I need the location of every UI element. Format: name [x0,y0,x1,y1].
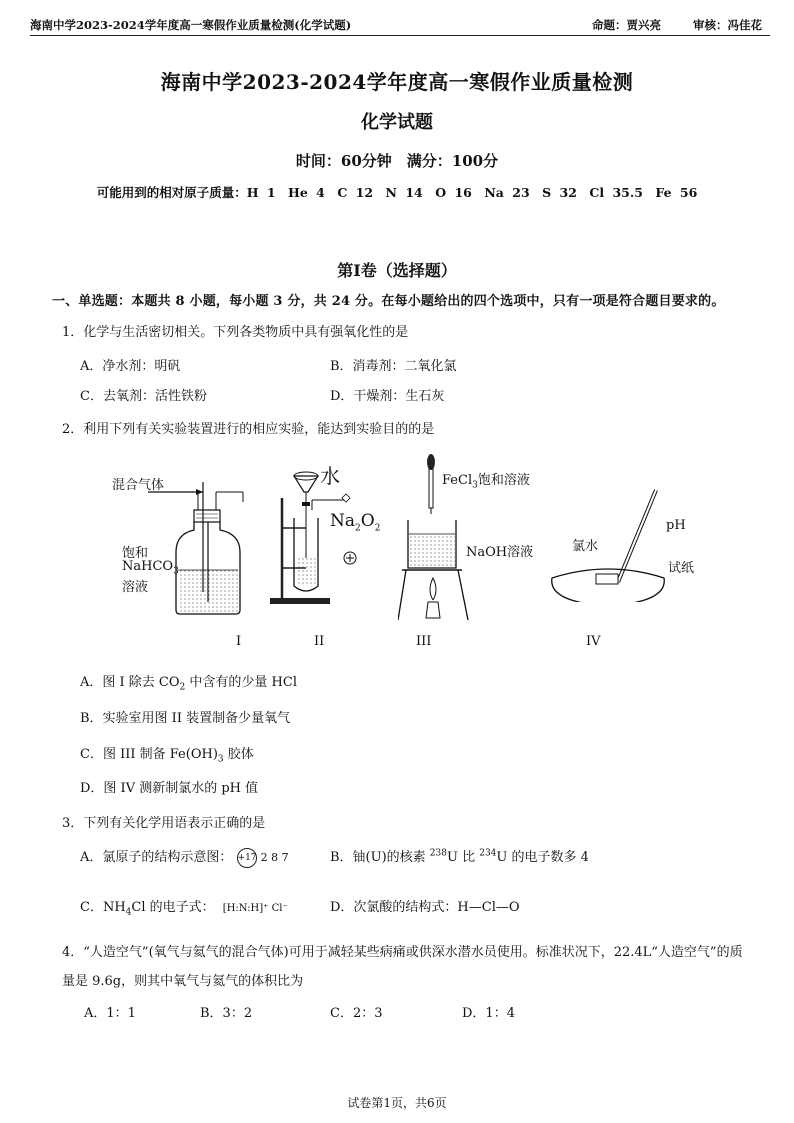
q3-option-a: A．氯原子的结构示意图： +17 2 8 7 [80,846,289,868]
q3-option-d: D．次氯酸的结构式：H—Cl—O [330,900,520,915]
header-setter: 命题：贾兴亮 [591,18,661,32]
fig4-caption: IV [586,634,601,649]
q1-stem: 1．化学与生活密切相关。下列各类物质中具有强氧化性的是 [62,325,409,340]
fig2-water-label: 水 [320,464,340,488]
q3-option-c: C．$NH_4Cl$ 的电子式： [H:N:H]⁺ Cl⁻ [80,900,288,918]
nh4cl-electron-formula: [H:N:H]⁺ Cl⁻ [222,903,288,914]
page-header [30,14,770,36]
fig1-sol-line1: 饱和 [122,546,149,561]
page-footer: 试卷第1页，共6页 [347,1096,447,1110]
header-reviewer: 审核：冯佳花 [693,18,762,32]
fig1-sol-line3: 溶液 [122,580,149,595]
q4-option-c: C．2：3 [330,1006,383,1021]
fig2-caption: II [314,634,325,649]
q1-option-c: C．去氧剂：活性铁粉 [80,389,207,404]
header-exam-title: 海南中学2023-2024学年度高一寒假作业质量检测(化学试题) [30,18,352,32]
q4-option-d: D．1：4 [462,1006,515,1021]
chlorine-nucleus-icon: +17 [237,848,257,868]
q4-stem-line2: 量是 9.6g，则其中氧气与氦气的体积比为 [62,974,304,989]
part1-title: 第I卷（选择题） [337,261,457,280]
fig4-paper-label: 试纸 [668,561,695,576]
fig4-ph-label: pH [666,518,686,533]
q2-stem: 2．利用下列有关实验装置进行的相应实验，能达到实验目的的是 [62,422,435,437]
q1-option-b: B．消毒剂：二氧化氯 [330,359,457,374]
q1-option-a: A．净水剂：明矾 [80,359,181,374]
atomic-mass-info: 可能用到的相对原子质量：H 1 He 4 C 12 N 14 O 16 Na 23 S 32 Cl 35.5 Fe 56 [96,185,698,200]
fig2-reagent-label: $Na_2O_2$ [330,511,381,534]
q2-option-a: A．图 I 除去 $CO_2$ 中含有的少量 HCl [80,675,297,693]
exam-time-score: 时间：60分钟 满分：100分 [295,152,499,170]
exam-subject: 化学试题 [361,112,433,133]
fig3-caption: III [416,634,432,649]
q2-option-c: C．图 III 制备 $Fe(OH)_3$ 胶体 [80,747,254,765]
figure-4-ph-test [548,482,678,602]
fig4-chlorine-water-label: 氯水 [572,539,599,554]
q2-option-d: D．图 IV 测新制氯水的 pH 值 [80,781,259,796]
header-credits [564,17,762,33]
fig1-caption: I [236,634,242,649]
fig3-naoh-label: NaOH溶液 [466,545,534,560]
exam-title: 海南中学2023-2024学年度高一寒假作业质量检测 [160,70,634,94]
q3-option-b: B．铀(U)的核素 $^{238}$U 比 $^{234}$U 的电子数多 4 [330,848,589,865]
q1-option-d: D．干燥剂：生石灰 [330,389,445,404]
fig1-sol-line2: NaHCO$_3$ [122,559,179,577]
fig3-fecl3-label: FeCl$_3$饱和溶液 [442,473,530,491]
q4-stem-line1: 4．“人造空气”(氧气与氦气的混合气体)可用于减轻某些病痛或供深水潜水员使用。标准状况下，22.4L“人造空气”的质 [62,945,743,960]
chlorine-shells: 2 8 7 [260,851,289,864]
q2-option-b: B．实验室用图 II 装置制备少量氧气 [80,711,291,726]
q3-stem: 3．下列有关化学用语表示正确的是 [62,816,266,831]
q4-option-a: A．1：1 [84,1006,136,1021]
fig1-gas-label: 混合气体 [112,478,165,493]
q4-option-b: B．3：2 [200,1006,253,1021]
section-instructions: 一、单选题：本题共 8 小题，每小题 3 分，共 24 分。在每小题给出的四个选项中，只有一项是符合题目要求的。 [52,294,725,309]
